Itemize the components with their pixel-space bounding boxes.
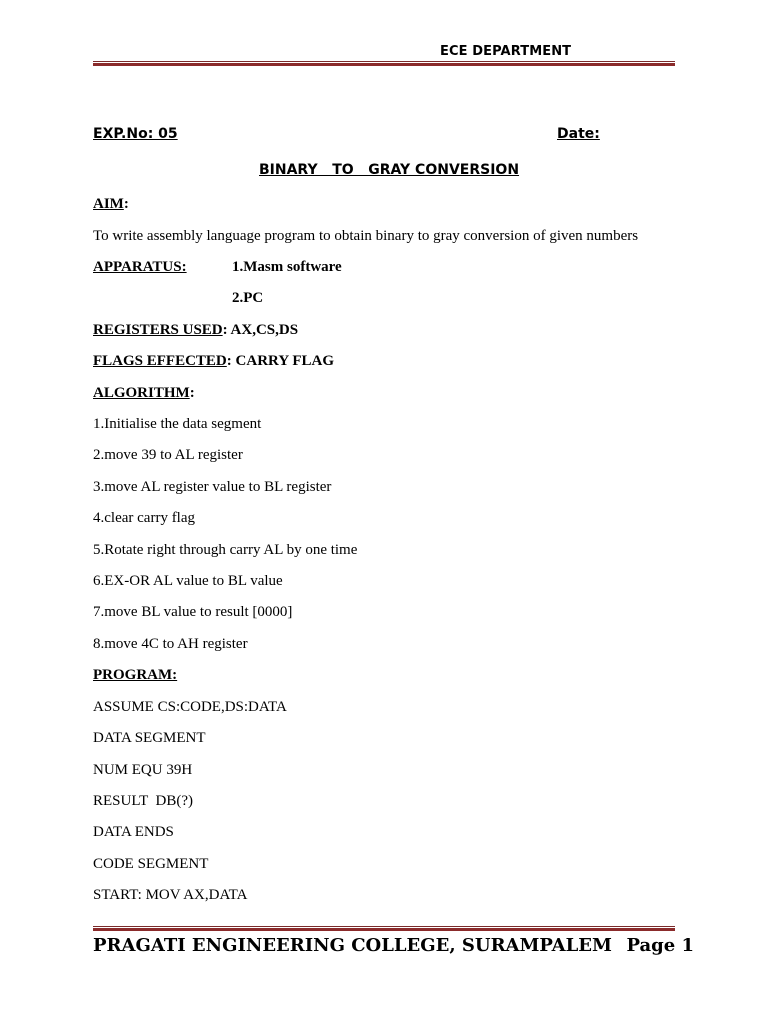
flags-label: FLAGS EFFECTED bbox=[93, 353, 227, 369]
aim-colon: : bbox=[123, 196, 129, 212]
program-heading: PROGRAM: bbox=[93, 667, 178, 683]
apparatus-label: APPARATUS: bbox=[93, 259, 187, 275]
program-line: DATA SEGMENT bbox=[93, 730, 206, 746]
algorithm-step: 2.move 39 to AL register bbox=[93, 447, 243, 463]
flags-effected bbox=[93, 353, 334, 370]
footer-rule bbox=[93, 926, 675, 931]
page-title: BINARY TO GRAY CONVERSION bbox=[259, 162, 520, 178]
registers-used bbox=[93, 322, 298, 339]
aim-label: AIM bbox=[93, 196, 124, 212]
footer-college-name: PRAGATI ENGINEERING COLLEGE, SURAMPALEM bbox=[93, 935, 612, 956]
algorithm-step: 7.move BL value to result [0000] bbox=[93, 604, 293, 620]
algorithm-step: 5.Rotate right through carry AL by one time bbox=[93, 542, 358, 558]
header-rule bbox=[93, 61, 675, 66]
aim-text: To write assembly language program to obtain binary to gray conversion of given numbers bbox=[93, 228, 639, 244]
registers-value: : AX,CS,DS bbox=[222, 322, 299, 338]
experiment-number: EXP.No: 05 bbox=[93, 126, 178, 142]
program-line: DATA ENDS bbox=[93, 824, 174, 840]
program-line: CODE SEGMENT bbox=[93, 856, 209, 872]
algorithm-step: 3.move AL register value to BL register bbox=[93, 479, 332, 495]
aim-heading bbox=[93, 196, 129, 213]
algorithm-colon: : bbox=[189, 385, 195, 401]
apparatus-item-2: 2.PC bbox=[232, 290, 264, 306]
algorithm-step: 1.Initialise the data segment bbox=[93, 416, 262, 432]
algorithm-heading bbox=[93, 385, 195, 402]
algorithm-step: 8.move 4C to AH register bbox=[93, 636, 248, 652]
algorithm-label: ALGORITHM bbox=[93, 385, 190, 401]
department-header: ECE DEPARTMENT bbox=[440, 44, 572, 59]
registers-label: REGISTERS USED bbox=[93, 322, 223, 338]
program-line: NUM EQU 39H bbox=[93, 762, 193, 778]
date-label: Date: bbox=[557, 126, 600, 142]
algorithm-step: 6.EX-OR AL value to BL value bbox=[93, 573, 283, 589]
footer-page-number: Page 1 bbox=[626, 935, 694, 956]
algorithm-step: 4.clear carry flag bbox=[93, 510, 196, 526]
program-line: RESULT DB(?) bbox=[93, 793, 194, 809]
program-line: START: MOV AX,DATA bbox=[93, 887, 248, 903]
program-line: ASSUME CS:CODE,DS:DATA bbox=[93, 699, 287, 715]
apparatus-item-1: 1.Masm software bbox=[232, 259, 342, 275]
flags-value: : CARRY FLAG bbox=[226, 353, 335, 369]
